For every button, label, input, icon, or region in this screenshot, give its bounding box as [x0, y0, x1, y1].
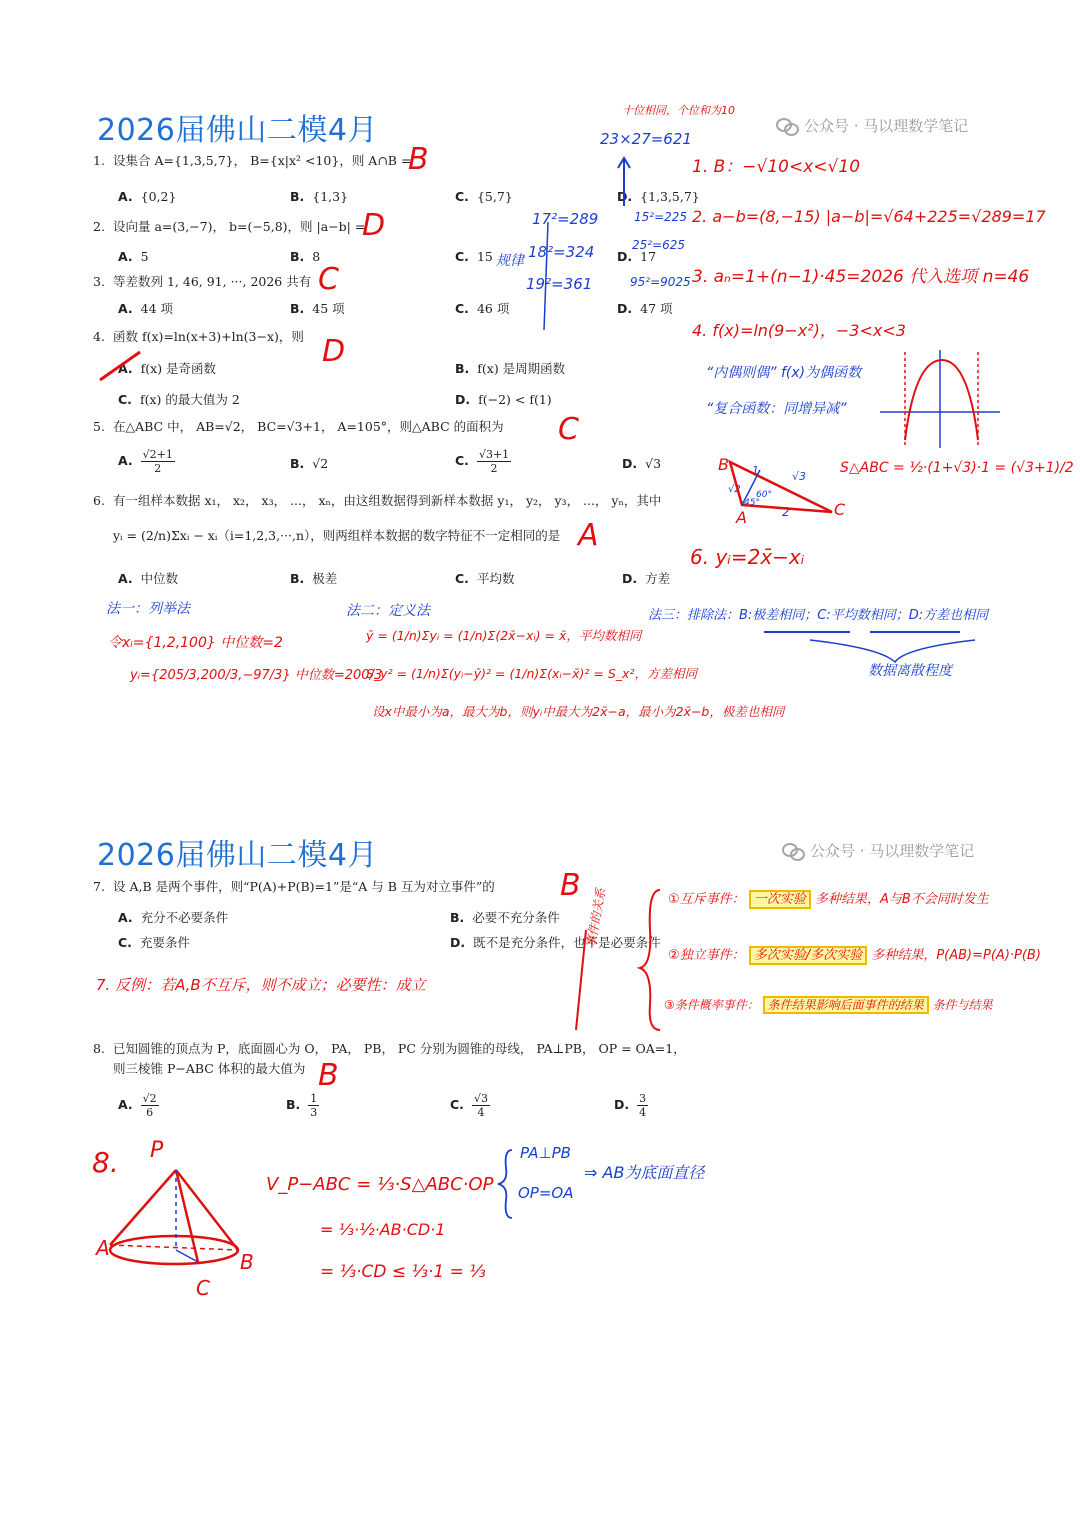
q2-option-b: B. 8	[290, 249, 321, 264]
question-3: 3. 等差数列 1, 46, 91, ···, 2026 共有	[93, 274, 312, 289]
note-sq-19: 19²=361	[526, 275, 593, 293]
q8-answer: B	[318, 1058, 339, 1093]
watermark-text: 公众号 · 马以理数学笔记	[804, 117, 969, 135]
method-3-dispersion: 数据离散程度	[868, 663, 952, 679]
question-1: 1. 设集合 A={1,3,5,7}， B={x|x² <10}，则 A∩B =	[93, 153, 412, 168]
q2-answer: D	[362, 208, 386, 243]
fig-label-p: P	[150, 1138, 164, 1163]
q4-option-a: A. f(x) 是奇函数	[118, 361, 217, 376]
note-q6: 6. yᵢ=2x̄−xᵢ	[690, 545, 805, 569]
note-q1: 1. B：−√10<x<√10	[692, 157, 861, 177]
wechat-icon	[782, 843, 804, 859]
method-2-title: 法二：定义法	[346, 603, 430, 619]
page-title: 2026届佛山二模4月	[97, 113, 378, 148]
watermark-text: 公众号 · 马以理数学笔记	[810, 842, 975, 860]
tri-label-r2: √2	[728, 484, 741, 495]
fig-label-a: A	[96, 1236, 110, 1260]
note-q2: 2. a−b=(8,−15) |a−b|=√64+225=√289=17	[692, 207, 1046, 226]
page-title: 2026届佛山二模4月	[97, 838, 378, 873]
q4-option-b: B. f(x) 是周期函数	[455, 361, 566, 376]
note-q4-composite: “复合函数：同增异减”	[706, 401, 847, 417]
page-2	[0, 760, 1080, 1527]
note-event-relation: 事件的关系	[583, 887, 609, 949]
note-perp: PA⊥PB	[520, 1144, 571, 1162]
watermark	[782, 840, 974, 861]
tri-label-45: 45°	[744, 498, 760, 508]
wechat-icon	[776, 118, 798, 134]
note-q7: 7. 反例：若A,B不互斥，则不成立；必要性：成立	[96, 976, 426, 994]
question-6: 6. 有一组样本数据 x₁， x₂， x₃， ...， xₙ，由这组数据得到新样本数据 y₁， y₂， y₃， ...， yₙ，其中	[93, 493, 662, 508]
note-square-example: 23×27=621	[600, 130, 692, 148]
note-op-oa: OP=OA	[518, 1184, 574, 1202]
note-q4-even: “内偶则偶” f(x)为偶函数	[706, 365, 862, 381]
method-2-mean: ȳ = (1/n)Σyᵢ = (1/n)Σ(2x̄−xᵢ) = x̄，平均数相同	[366, 628, 642, 643]
note-pattern: 规律	[496, 253, 524, 269]
q6-option-b: B. 极差	[290, 571, 338, 586]
note-volume-1: V_P−ABC = ⅓·S△ABC·OP	[266, 1174, 494, 1195]
tri-label-two: 2	[782, 505, 790, 519]
q2-option-a: A. 5	[118, 249, 149, 264]
q7-option-d: D. 既不是充分条件，也不是必要条件	[450, 935, 661, 950]
question-8: 8. 已知圆锥的顶点为 P，底面圆心为 O， PA， PB， PC 分别为圆锥的母线， PA⊥PB， OP = OA=1，	[93, 1041, 686, 1056]
note-sq-15: 15²=225	[634, 210, 688, 224]
note-square-rule: 十位相同，个位和为10	[622, 104, 735, 117]
q7-option-c: C. 充要条件	[118, 935, 190, 950]
fig-label-8: 8.	[92, 1146, 119, 1179]
q6-option-a: A. 中位数	[118, 571, 179, 586]
note-volume-2: = ⅓·½·AB·CD·1	[320, 1220, 446, 1239]
q4-answer: D	[322, 334, 346, 369]
q5-answer: C	[558, 412, 579, 447]
q2-option-c: C. 15	[455, 249, 493, 264]
watermark	[776, 115, 968, 136]
q8-option-c: C. $\frac{√3}{4}$	[450, 1092, 488, 1119]
note-sq-25: 25²=625	[632, 238, 686, 252]
event-2: ②独立事件： 多次实验/多次实验 多种结果，P(AB)=P(A)·P(B)	[668, 948, 1041, 963]
note-sq-17: 17²=289	[532, 210, 599, 228]
note-q3: 3. aₙ=1+(n−1)·45=2026 代入选项 n=46	[692, 267, 1030, 287]
q8-option-b: B. $\frac{1}{3}$	[286, 1092, 318, 1119]
method-2-variance: S_y² = (1/n)Σ(yᵢ−ȳ)² = (1/n)Σ(xᵢ−x̄)² = S_x²，方差相同	[366, 666, 697, 681]
q6-option-c: C. 平均数	[455, 571, 515, 586]
method-1-line1: 令xᵢ={1,2,100} 中位数=2	[108, 635, 283, 651]
question-7: 7. 设 A,B 是两个事件，则“P(A)+P(B)=1”是“A 与 B 互为对立事件”的	[93, 879, 495, 894]
tri-label-r3: √3	[792, 470, 807, 483]
q3-option-d: D. 47 项	[617, 301, 673, 316]
method-2-range: 设x中最小为a，最大为b，则yᵢ中最大为2x̄−a，最小为2x̄−b，极差也相同	[372, 704, 785, 719]
note-sq-95: 95²=9025	[630, 275, 691, 289]
q1-option-d: D. {1,3,5,7}	[617, 189, 700, 204]
q8-option-d: D. $\frac{3}{4}$	[614, 1092, 647, 1119]
q7-option-a: A. 充分不必要条件	[118, 910, 229, 925]
q4-option-d: D. f(−2) < f(1)	[455, 392, 552, 407]
note-volume-3: = ⅓·CD ≤ ⅓·1 = ⅓	[320, 1262, 486, 1282]
note-diameter: ⇒ AB为底面直径	[584, 1163, 705, 1182]
fig-label-c: C	[196, 1276, 210, 1300]
q7-option-b: B. 必要不充分条件	[450, 910, 560, 925]
q8-option-a: A. $\frac{√2}{6}$	[118, 1092, 157, 1119]
q6-option-d: D. 方差	[622, 571, 671, 586]
note-sq-18: 18²=324	[528, 243, 595, 261]
q7-answer: B	[560, 868, 581, 903]
q4-option-c: C. f(x) 的最大值为 2	[118, 392, 240, 407]
q5-option-d: D. √3	[622, 456, 662, 471]
tri-label-one: 1	[752, 464, 759, 477]
tri-label-60: 60°	[756, 490, 772, 500]
method-3: 法三：排除法：B:极差相同；C:平均数相同；D:方差也相同	[648, 608, 989, 623]
method-1-line2: yᵢ={205/3,200/3,−97/3} 中位数=200/3	[130, 668, 383, 683]
question-2: 2. 设向量 a=(3,−7)， b=(−5,8)，则 |a−b| =	[93, 219, 366, 234]
q2-option-d: D. 17	[617, 249, 657, 264]
q3-option-b: B. 45 项	[290, 301, 345, 316]
q6-answer: A	[578, 518, 599, 553]
q1-option-a: A. {0,2}	[118, 189, 177, 204]
q1-option-b: B. {1,3}	[290, 189, 349, 204]
page-1	[0, 0, 1080, 760]
note-q4: 4. f(x)=ln(9−x²)，−3<x<3	[692, 321, 906, 340]
tri-label-a: A	[736, 508, 747, 527]
question-4: 4. 函数 f(x)=ln(x+3)+ln(3−x)，则	[93, 329, 304, 344]
event-3: ③条件概率事件： 条件结果影响后面事件的结果 条件与结果	[664, 998, 993, 1012]
tri-label-b: B	[718, 455, 729, 474]
fig-label-b: B	[240, 1250, 254, 1274]
q1-option-c: C. {5,7}	[455, 189, 513, 204]
q5-option-a: A. $\frac{√2+1}{2}$	[118, 448, 173, 475]
q5-option-c: C. $\frac{√3+1}{2}$	[455, 448, 510, 475]
question-6-line2: yᵢ = (2/n)Σxᵢ − xᵢ（i=1,2,3,···,n），则两组样本数据的数字特征不一定相同的是	[113, 528, 561, 543]
q3-option-a: A. 44 项	[118, 301, 174, 316]
q1-answer: B	[408, 142, 429, 177]
event-1: ①互斥事件： 一次实验 多种结果，A与B不会同时发生	[668, 892, 989, 907]
q3-option-c: C. 46 项	[455, 301, 510, 316]
note-q5-area: S△ABC = ½·(1+√3)·1 = (√3+1)/2	[840, 460, 1074, 476]
question-5: 5. 在△ABC 中， AB=√2， BC=√3+1， A=105°，则△ABC 的面积为	[93, 419, 504, 434]
q3-answer: C	[318, 262, 339, 297]
q5-option-b: B. √2	[290, 456, 329, 471]
method-1-title: 法一：列举法	[106, 601, 190, 617]
question-8-line2: 则三棱锥 P−ABC 体积的最大值为	[113, 1061, 306, 1076]
tri-label-c: C	[834, 500, 846, 519]
